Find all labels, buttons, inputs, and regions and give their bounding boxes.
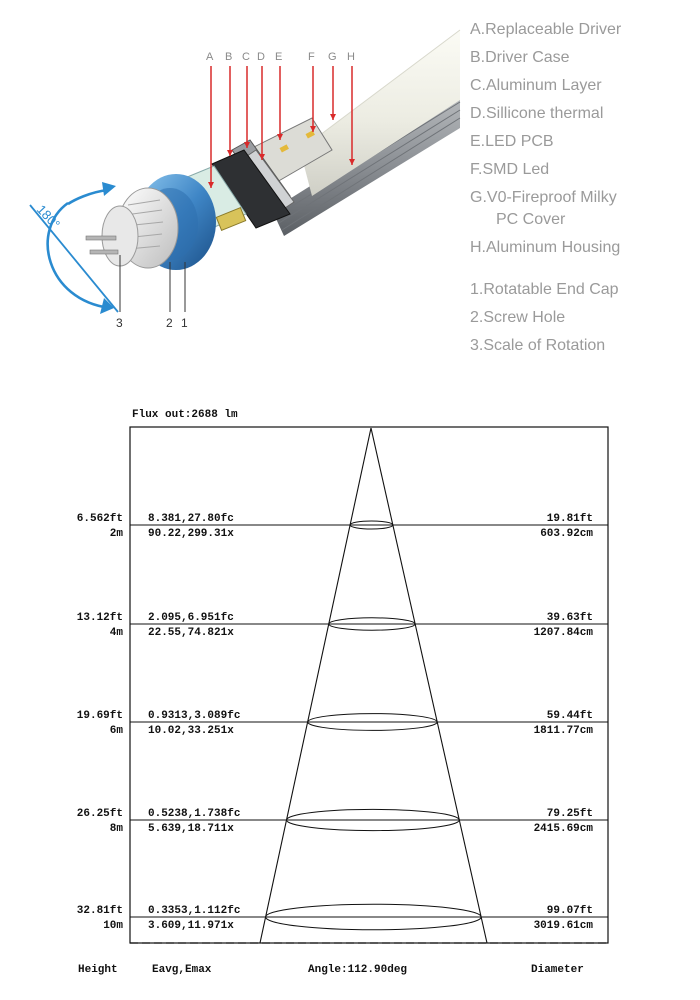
diameter-cm: 2415.69cm [533, 823, 593, 835]
exploded-view [0, 0, 700, 380]
part-letter-a: A [206, 51, 214, 63]
diameter-ft: 19.81ft [546, 513, 593, 525]
legend-pc-cover: G.V0-Fireproof Milky [470, 189, 617, 206]
beam-svg [0, 395, 700, 995]
height-m: 4m [109, 627, 123, 639]
diameter-cm: 1811.77cm [533, 725, 593, 737]
legend-silicone-thermal: D.Sillicone thermal [470, 105, 604, 122]
height-m: 6m [109, 725, 123, 737]
part-letter-b: B [225, 51, 233, 63]
illuminance-lx: 5.639,18.711x [148, 823, 234, 835]
diameter-ft: 99.07ft [546, 905, 593, 917]
height-m: 2m [109, 528, 123, 540]
part-number-2: 2 [166, 316, 173, 330]
part-letter-d: D [257, 51, 265, 63]
height-ft: 19.69ft [76, 710, 123, 722]
height-ft: 32.81ft [76, 905, 123, 917]
pointer-arrowhead [330, 114, 336, 120]
beam-row [77, 808, 608, 835]
footer-diameter: Diameter [531, 964, 584, 976]
height-m: 8m [109, 823, 123, 835]
legend-scale-of-rotation: 3.Scale of Rotation [470, 337, 606, 354]
illuminance-lx: 90.22,299.31x [148, 528, 234, 540]
legend-screw-hole: 2.Screw Hole [470, 309, 566, 326]
beam-row [77, 710, 608, 737]
cone-left-edge [260, 428, 371, 943]
part-letter-e: E [275, 51, 283, 63]
part-letter-c: C [242, 51, 250, 63]
beam-diagram [0, 395, 700, 995]
legend-replaceable-driver: A.Replaceable Driver [470, 21, 622, 38]
beam-row [77, 513, 608, 540]
diameter-ft: 79.25ft [546, 808, 593, 820]
diameter-cm: 3019.61cm [533, 920, 593, 932]
height-ft: 26.25ft [76, 808, 123, 820]
illuminance-lx: 22.55,74.821x [148, 627, 234, 639]
diagram-frame [130, 427, 608, 943]
legend-aluminum-housing: H.Aluminum Housing [470, 239, 621, 256]
legend-pc-cover-cont: PC Cover [496, 211, 566, 228]
illuminance-fc: 0.3353,1.112fc [148, 905, 241, 917]
illuminance-lx: 3.609,11.971x [148, 920, 234, 932]
beam-row [77, 612, 608, 639]
diameter-ft: 39.63ft [546, 612, 593, 624]
part-letter-h: H [347, 51, 355, 63]
part-number-3: 3 [116, 316, 123, 330]
footer-height: Height [78, 964, 118, 976]
footer-angle: Angle:112.90deg [308, 964, 408, 976]
height-ft: 13.12ft [76, 612, 123, 624]
diameter-cm: 1207.84cm [533, 627, 593, 639]
footer-eavg: Eavg,Emax [152, 964, 212, 976]
rotation-angle-label: 180° [33, 201, 64, 232]
legend-rotatable-end-cap: 1.Rotatable End Cap [470, 281, 619, 298]
height-ft: 6.562ft [76, 513, 123, 525]
part-number-1: 1 [181, 316, 188, 330]
legend-smd-led: F.SMD Led [470, 161, 550, 178]
illuminance-lx: 10.02,33.251x [148, 725, 234, 737]
illuminance-fc: 2.095,6.951fc [148, 612, 234, 624]
legend-aluminum-layer: C.Aluminum Layer [470, 77, 602, 94]
illuminance-fc: 0.5238,1.738fc [148, 808, 241, 820]
flux-title: Flux out:2688 lm [132, 409, 238, 421]
legend-led-pcb: E.LED PCB [470, 133, 554, 150]
illuminance-fc: 0.9313,3.089fc [148, 710, 241, 722]
part-letter-f: F [308, 51, 315, 63]
cone-right-edge [371, 428, 487, 943]
diameter-cm: 603.92cm [540, 528, 593, 540]
beam-row [77, 904, 608, 932]
diameter-ft: 59.44ft [546, 710, 593, 722]
legend-driver-case: B.Driver Case [470, 49, 570, 66]
part-letter-g: G [328, 51, 337, 63]
beam-rows [77, 513, 608, 932]
part-number-labels [116, 316, 188, 330]
illuminance-fc: 8.381,27.80fc [148, 513, 234, 525]
height-m: 10m [103, 920, 123, 932]
